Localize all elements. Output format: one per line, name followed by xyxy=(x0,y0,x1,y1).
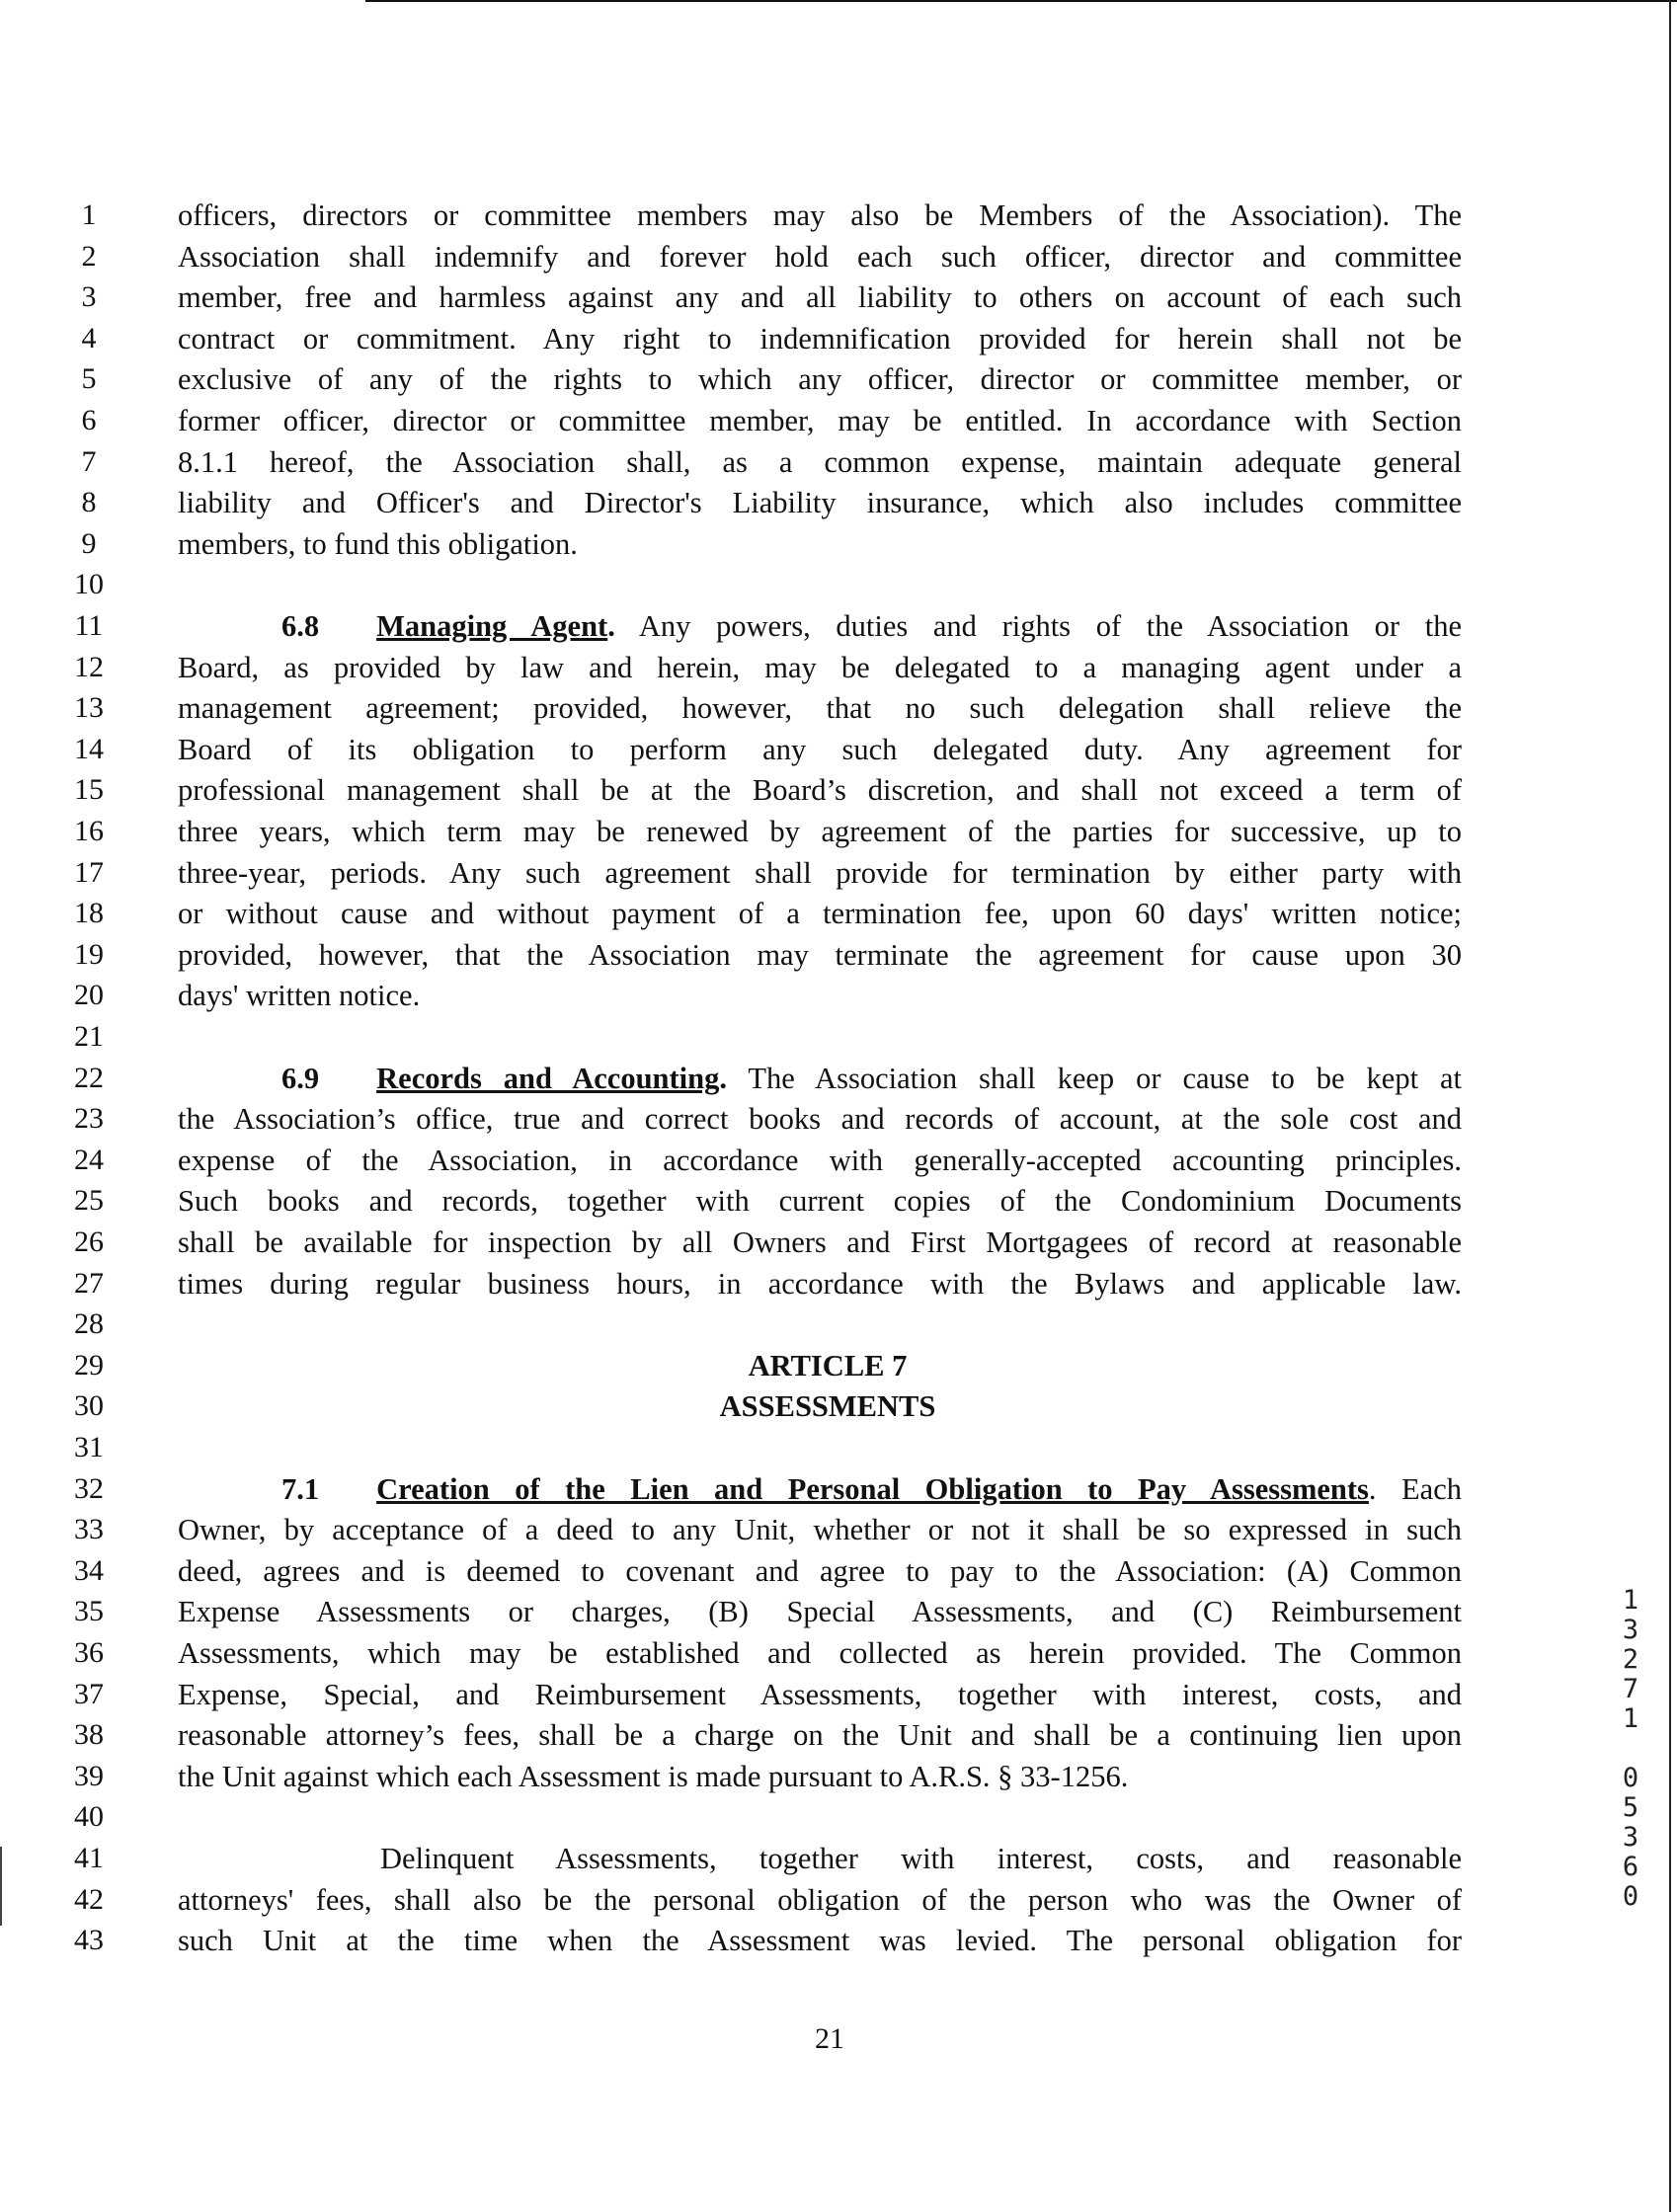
text-line xyxy=(178,1839,1462,1878)
text: ASSESSMENTS xyxy=(719,1389,936,1424)
stamp-digit: 6 xyxy=(1622,1852,1639,1882)
top-border xyxy=(365,0,1677,2)
text-line xyxy=(178,853,1462,893)
stamp-digit: 0 xyxy=(1622,1881,1639,1912)
line-number: 32 xyxy=(74,1471,104,1505)
line-number: 15 xyxy=(74,773,104,807)
text-line xyxy=(178,1633,1462,1673)
text-line xyxy=(178,1551,1462,1591)
text: member, free and harmless against any and all liability to others on account of each such xyxy=(178,280,1462,315)
text: Such books and records, together with current copies of the Condominium Documents xyxy=(178,1184,1462,1219)
section-heading: Creation of the Lien and Personal Obligation to Pay Assessments xyxy=(376,1471,1369,1506)
text: Expense, Special, and Reimbursement Assessments, together with interest, costs, and xyxy=(178,1677,1462,1711)
text-line xyxy=(178,1264,1462,1304)
scan-edge-mark xyxy=(0,1847,2,1926)
text: 8.1.1 hereof, the Association shall, as a common expense, maintain adequate general xyxy=(178,444,1462,479)
line-number: 39 xyxy=(74,1759,104,1792)
text-line xyxy=(178,894,1462,933)
line-number: 10 xyxy=(74,568,104,601)
stamp-digit: 5 xyxy=(1622,1792,1639,1823)
text: Board of its obligation to perform any such delegated duty. Any agreement for xyxy=(178,732,1462,766)
line-number: 30 xyxy=(74,1389,104,1423)
line-number: 33 xyxy=(74,1513,104,1546)
text: contract or commitment. Any right to indemnification provided for herein shall not be xyxy=(178,321,1462,356)
text: ARTICLE 7 xyxy=(748,1348,908,1382)
line-number: 2 xyxy=(81,239,97,273)
text: times during regular business hours, in accordance with the Bylaws and applicable law. xyxy=(178,1266,1462,1301)
text: . Each xyxy=(1368,1471,1462,1506)
text-line xyxy=(178,319,1462,358)
text: days' written notice. xyxy=(178,979,421,1013)
text: officers, directors or committee members may also be Members of the Association). The xyxy=(178,198,1462,232)
section-number: 6.8 xyxy=(281,609,320,643)
line-number: 3 xyxy=(81,280,97,314)
line-number: 26 xyxy=(74,1225,104,1258)
recording-number-stamp xyxy=(1616,1586,1645,1912)
line-number: 4 xyxy=(81,321,97,355)
text: Delinquent Assessments, together with interest, costs, and reasonable xyxy=(380,1842,1462,1875)
line-number: 1 xyxy=(81,198,97,231)
line-number: 24 xyxy=(74,1143,104,1176)
line-number: 8 xyxy=(81,486,97,519)
text-line xyxy=(178,1181,1462,1221)
stamp-digit: 2 xyxy=(1622,1644,1639,1675)
text-line xyxy=(178,1675,1462,1714)
text-line xyxy=(178,401,1462,440)
line-number: 35 xyxy=(74,1595,104,1628)
text: attorneys' fees, shall also be the personal obligation of the person who was the Owner of xyxy=(178,1882,1462,1917)
section-heading: Records and Accounting xyxy=(376,1061,720,1095)
text: expense of the Association, in accordance with generally-accepted accounting principles. xyxy=(178,1143,1462,1177)
text: such Unit at the time when the Assessment was levied. The personal obligation for xyxy=(178,1924,1462,1958)
line-number: 13 xyxy=(74,691,104,725)
text-line xyxy=(178,196,1462,235)
line-number: 16 xyxy=(74,815,104,847)
text: Board, as provided by law and herein, may be delegated to a managing agent under a xyxy=(178,650,1462,684)
text-line xyxy=(178,606,1462,646)
text-line xyxy=(178,935,1462,975)
line-number: 22 xyxy=(74,1061,104,1094)
stamp-digit xyxy=(1616,1734,1645,1764)
line-number: 23 xyxy=(74,1102,104,1136)
text-line xyxy=(178,1921,1462,1960)
line-number: 7 xyxy=(81,444,97,478)
text: management agreement; provided, however, that no such delegation shall relieve the xyxy=(178,691,1462,726)
text-line xyxy=(178,770,1462,810)
line-number: 18 xyxy=(74,897,104,930)
stamp-digit: 1 xyxy=(1622,1703,1639,1734)
text-line xyxy=(178,1880,1462,1920)
text-line xyxy=(178,1141,1462,1180)
stamp-digit: 3 xyxy=(1622,1615,1639,1645)
text-line xyxy=(178,1059,1462,1098)
text: or without cause and without payment of a termination fee, upon 60 days' written notice; xyxy=(178,897,1462,931)
text-line xyxy=(178,483,1462,522)
text: Assessments, which may be established and collected as herein provided. The Common xyxy=(178,1636,1462,1670)
text: Any powers, duties and rights of the Association or the xyxy=(614,609,1462,643)
line-number: 21 xyxy=(74,1020,104,1053)
line-number: 38 xyxy=(74,1718,104,1752)
stamp-digit: 7 xyxy=(1622,1674,1639,1704)
line-number: 41 xyxy=(74,1842,104,1874)
section-heading: Managing Agent xyxy=(376,609,608,643)
line-number: 19 xyxy=(74,937,104,971)
right-border xyxy=(1669,0,1671,2212)
line-number: 17 xyxy=(74,855,104,889)
page-number: 21 xyxy=(815,2022,844,2055)
text-line xyxy=(178,237,1462,276)
text-line xyxy=(178,1099,1462,1139)
text: former officer, director or committee member, may be entitled. In accordance with Section xyxy=(178,404,1462,437)
line-number: 27 xyxy=(74,1266,104,1300)
text: three-year, periods. Any such agreement shall provide for termination by either party with xyxy=(178,855,1462,890)
text: exclusive of any of the rights to which any officer, director or committee member, or xyxy=(178,362,1462,397)
text-line xyxy=(178,1223,1462,1262)
section-number: . xyxy=(719,1061,727,1095)
line-number: 37 xyxy=(74,1677,104,1710)
line-number: 34 xyxy=(74,1553,104,1587)
text-line xyxy=(178,442,1462,482)
stamp-digit: 1 xyxy=(1622,1585,1639,1616)
article-heading xyxy=(0,1346,1655,1385)
text-line xyxy=(178,1510,1462,1549)
section-number: . xyxy=(607,609,615,643)
text: three years, which term may be renewed by agreement of the parties for successive, up to xyxy=(178,815,1462,848)
line-number: 42 xyxy=(74,1882,104,1916)
line-number: 25 xyxy=(74,1184,104,1218)
text: deed, agrees and is deemed to covenant and agree to pay to the Association: (A) Common xyxy=(178,1553,1462,1588)
text-line xyxy=(178,277,1462,317)
line-number: 40 xyxy=(74,1800,104,1834)
text-line xyxy=(178,812,1462,851)
line-number: 14 xyxy=(74,732,104,765)
text: the Association’s office, true and correct books and records of account, at the sole cost and xyxy=(178,1102,1462,1137)
line-number: 20 xyxy=(74,979,104,1012)
stamp-digit: 0 xyxy=(1622,1763,1639,1793)
text: liability and Officer's and Director's Liability insurance, which also includes committee xyxy=(178,486,1462,520)
text: shall be available for inspection by all Owners and First Mortgagees of record at reasonable xyxy=(178,1225,1462,1259)
line-number: 9 xyxy=(81,526,97,560)
text-line xyxy=(178,688,1462,728)
text: Expense Assessments or charges, (B) Special Assessments, and (C) Reimbursement xyxy=(178,1595,1462,1629)
text: The Association shall keep or cause to be kept at xyxy=(726,1061,1462,1095)
line-number: 36 xyxy=(74,1636,104,1669)
article-heading xyxy=(0,1386,1655,1426)
line-number: 5 xyxy=(81,362,97,396)
text: members, to fund this obligation. xyxy=(178,526,578,561)
stamp-digit: 3 xyxy=(1622,1822,1639,1853)
text-line xyxy=(178,1592,1462,1631)
text-line xyxy=(178,524,1462,564)
text: Owner, by acceptance of a deed to any Unit, whether or not it shall be so expressed in such xyxy=(178,1513,1462,1547)
text-line xyxy=(178,730,1462,769)
text-line xyxy=(178,359,1462,399)
text-line xyxy=(178,976,1462,1015)
line-number: 31 xyxy=(74,1431,104,1463)
text-line xyxy=(178,1715,1462,1755)
line-number: 43 xyxy=(74,1924,104,1957)
text: the Unit against which each Assessment is made pursuant to A.R.S. § 33-1256. xyxy=(178,1759,1129,1793)
line-number: 11 xyxy=(74,609,104,642)
line-number: 6 xyxy=(81,404,97,436)
line-number: 28 xyxy=(74,1307,104,1341)
text: Association shall indemnify and forever hold each such officer, director and committee xyxy=(178,239,1462,274)
text-line xyxy=(178,1469,1462,1509)
text-line xyxy=(178,648,1462,687)
text: professional management shall be at the Board’s discretion, and shall not exceed a term of xyxy=(178,773,1462,808)
section-number: 7.1 xyxy=(281,1471,320,1506)
line-number: 12 xyxy=(74,650,104,683)
text-line xyxy=(178,1757,1462,1796)
line-number: 29 xyxy=(74,1348,104,1382)
section-number: 6.9 xyxy=(281,1061,320,1095)
text: reasonable attorney’s fees, shall be a charge on the Unit and shall be a continuing lien upon xyxy=(178,1718,1462,1753)
text: provided, however, that the Association may terminate the agreement for cause upon 30 xyxy=(178,937,1462,972)
